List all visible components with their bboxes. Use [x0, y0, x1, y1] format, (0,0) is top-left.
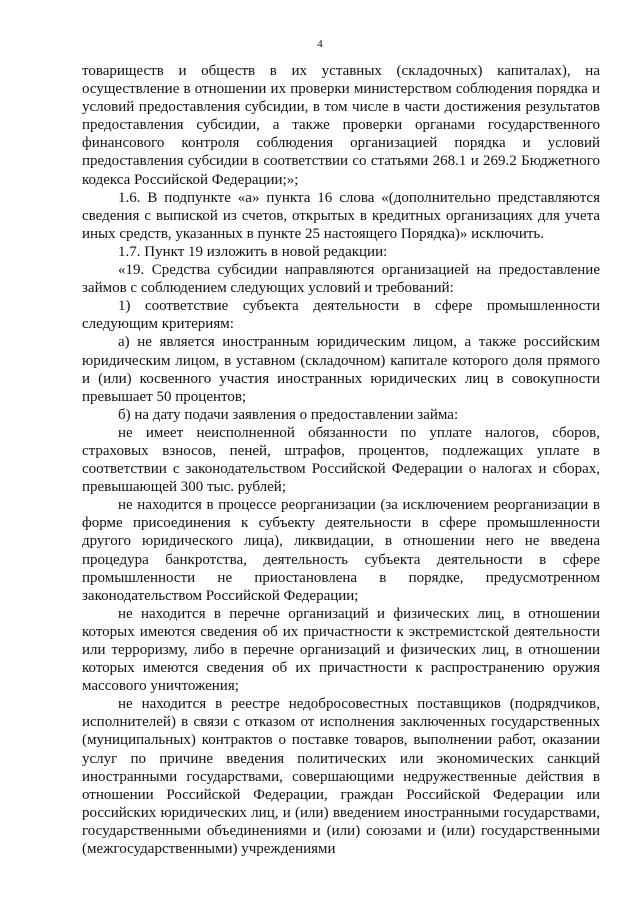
- page-number: 4: [317, 38, 323, 50]
- paragraph-unfair-suppliers: не находится в реестре недобросовестных поставщиков (подрядчиков, исполнителей) в связи с отказом от исполнения заключенных государственных (муниципальных) контрактов о поставке товаров, выполнении работ, оказании услуг по причине введения политических или экономических санкций иностранными государствами, совершающими недружественные действия в отношении Российской Федерации, граждан Российской Федерации или российских юридических лиц, и (или) введением иностранными государствами, государственными объединениями и (или) союзами и (или) государственными (межгосударственными) учреждениями: [82, 696, 600, 858]
- paragraph-item-1: 1) соответствие субъекта деятельности в сфере промышленности следующим критериям:: [82, 298, 600, 333]
- paragraph-reorganization: не находится в процессе реорганизации (за исключением реорганизации в форме присоединения к субъекту деятельности в сфере промышленности другого юридического лица), ликвидации, в отношении него не введена процедура банкротства, деятельность субъекта деятельности в сфере промышленности не приостановлена в порядке, предусмотренном законодательством Российской Федерации;: [82, 497, 600, 604]
- paragraph-extremism-list: не находится в перечне организаций и физических лиц, в отношении которых имеются сведения об их причастности к экстремистской деятельности или терроризму, либо в перечне организаций и физических лиц, в отношении которых имеются сведения об их причастности к распространению оружия массового уничтожения;: [82, 605, 600, 695]
- paragraph-clause-19: «19. Средства субсидии направляются организацией на предоставление займов с соблюдением следующих условий и требований:: [82, 262, 600, 297]
- paragraph-continuation: товариществ и обществ в их уставных (складочных) капиталах), на осуществление в отношении их проверки министерством соблюдения порядка и условий предоставления субсидии, в том числе в части достижения результатов предоставления субсидии, а также проверки органами государственного финансового контроля соблюдения организацией порядка и условий предоставления субсидии в соответствии со статьями 268.1 и 269.2 Бюджетного кодекса Российской Федерации;»;: [82, 63, 600, 188]
- paragraph-1-7: 1.7. Пункт 19 изложить в новой редакции:: [118, 243, 388, 260]
- document-body: [82, 62, 600, 858]
- paragraph-item-b: б) на дату подачи заявления о предоставлении займа:: [118, 406, 459, 423]
- paragraph-taxes: не имеет неисполненной обязанности по уплате налогов, сборов, страховых взносов, пеней, штрафов, процентов, подлежащих уплате в соответствии с законодательством Российской Федерации о налогах и сборах, превышающей 300 тыс. рублей;: [82, 424, 600, 496]
- paragraph-item-a: а) не является иностранным юридическим лицом, а также российским юридическим лицом, в уставном (складочном) капитале которого доля прямого и (или) косвенного участия иностранных юридических лиц в совокупности превышает 50 процентов;: [82, 334, 600, 405]
- paragraph-1-6: 1.6. В подпункте «а» пункта 16 слова «(дополнительно представляются сведения с выпиской из счетов, открытых в кредитных организациях для учета иных средств, указанных в пункте 25 настоящего Порядка)» исключить.: [82, 189, 600, 242]
